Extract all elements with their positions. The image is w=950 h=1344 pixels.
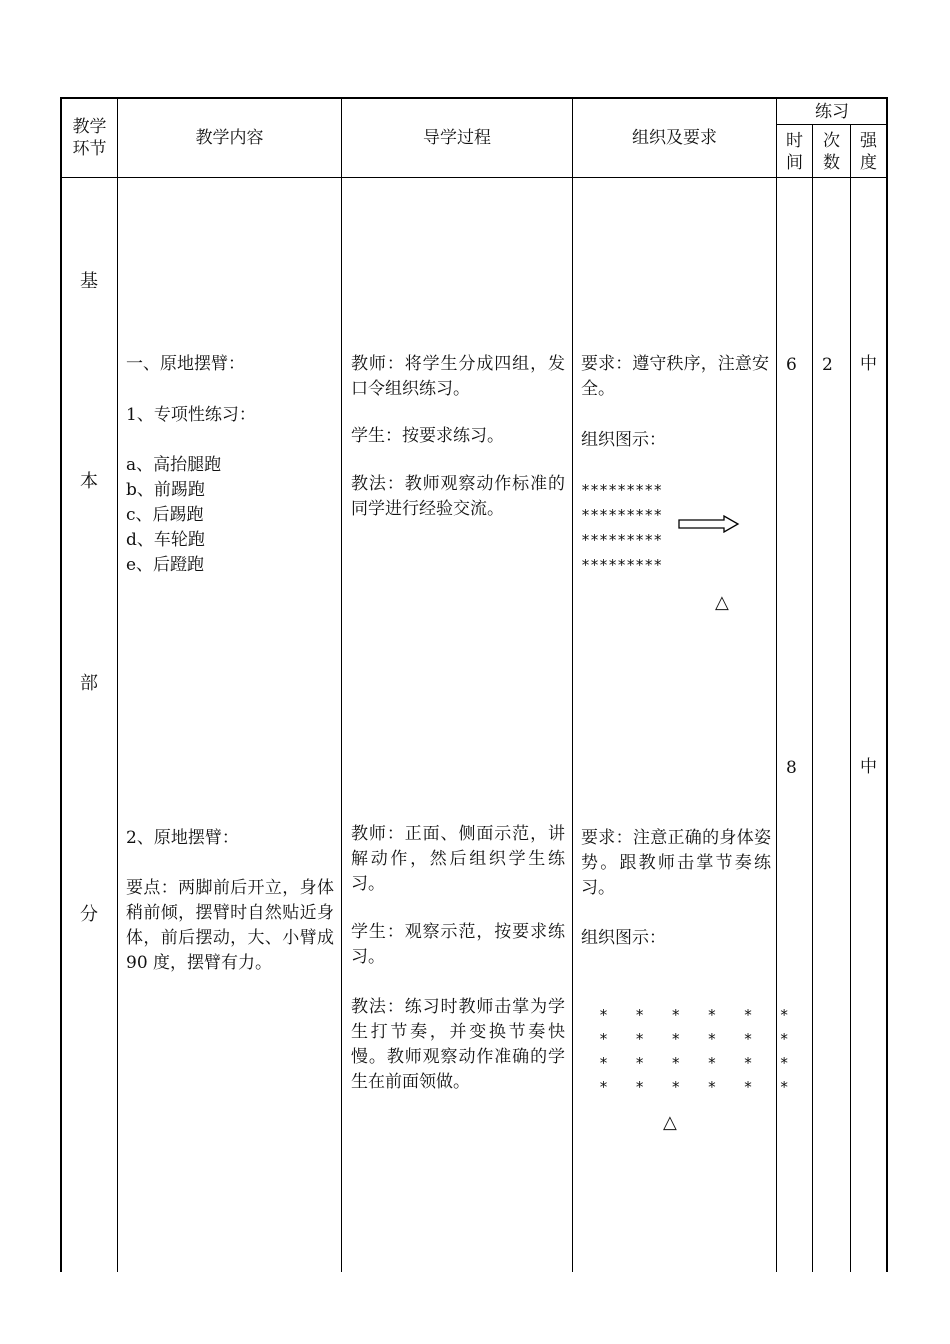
teacher-triangle-icon-2: △ — [663, 1112, 677, 1133]
content-points: 要点：两脚前后开立，身体稍前倾，摆臂时自然贴近身体，前后摆动，大、小臂成 90 度，摆臂有力。 — [126, 878, 334, 973]
practice-count-1: 2 — [822, 355, 833, 375]
org-star-row-2: ********* — [581, 506, 663, 524]
header-time — [777, 130, 812, 174]
header-time-line1: 时 — [786, 131, 803, 151]
content-item-a: a、高抬腿跑 — [126, 455, 222, 475]
section-char-1: 基 — [80, 271, 98, 292]
org-grid-row-2: * * * * * * — [599, 1030, 789, 1048]
header-count-line2: 数 — [823, 153, 840, 173]
header-bottom-border — [60, 177, 888, 178]
org-grid-row-1: * * * * * * — [599, 1006, 789, 1024]
content-title-2: 2、原地摆臂： — [126, 828, 239, 848]
org-diagram-label-1: 组织图示： — [581, 430, 666, 450]
header-segment-line1: 教学 — [72, 117, 107, 137]
guide-teacher-2: 教师：正面、侧面示范，讲解动作，然后组织学生练习。 — [351, 824, 565, 894]
org-diagram-label-2: 组织图示： — [581, 928, 666, 948]
org-star-row-3: ********* — [581, 531, 663, 549]
col-divider-6 — [850, 124, 851, 1272]
header-intensity-line1: 强 — [860, 131, 877, 151]
content-item-b: b、前踢跑 — [126, 480, 205, 500]
guide-student-2: 学生：观察示范，按要求练习。 — [351, 922, 565, 967]
teacher-triangle-icon-1: △ — [715, 592, 729, 613]
content-title-1: 一、原地摆臂： — [126, 354, 245, 374]
header-segment — [62, 116, 117, 160]
practice-intensity-2: 中 — [860, 757, 877, 777]
header-intensity-line2: 度 — [860, 153, 877, 173]
content-item-d: d、车轮跑 — [126, 530, 205, 550]
header-practice: 练习 — [815, 102, 849, 122]
header-guide: 导学过程 — [423, 128, 491, 148]
org-star-row-4: ********* — [581, 556, 663, 574]
guide-method-2: 教法：练习时教师击掌为学生打节奏，并变换节奏快慢。教师观察动作准确的学生在前面领做。 — [351, 997, 565, 1092]
header-intensity — [851, 130, 886, 174]
guide-teacher-1: 教师：将学生分成四组，发口令组织练习。 — [351, 354, 565, 399]
header-time-line2: 间 — [786, 153, 803, 173]
org-grid-row-3: * * * * * * — [599, 1054, 789, 1072]
col-divider-2 — [341, 97, 342, 1272]
section-char-2: 本 — [80, 471, 98, 492]
table-right-border — [886, 97, 888, 1272]
org-requirement-1: 要求：遵守秩序，注意安全。 — [581, 354, 769, 399]
practice-time-1: 6 — [786, 355, 797, 375]
header-content: 教学内容 — [195, 128, 264, 148]
content-item-e: e、后蹬跑 — [126, 555, 205, 575]
practice-intensity-1: 中 — [860, 354, 877, 374]
practice-sub-border — [776, 124, 888, 125]
table-top-border — [60, 97, 888, 99]
header-segment-line2: 环节 — [72, 139, 107, 159]
org-requirement-2: 要求：注意正确的身体姿势。跟教师击掌节奏练习。 — [581, 828, 771, 898]
guide-method-1: 教法：教师观察动作标准的同学进行经验交流。 — [351, 474, 565, 519]
content-sub-1: 1、专项性练习： — [126, 405, 256, 425]
content-item-c: c、后踢跑 — [126, 505, 204, 525]
practice-time-2: 8 — [786, 758, 797, 778]
right-arrow-icon — [678, 515, 740, 533]
org-star-row-1: ********* — [581, 481, 663, 499]
org-grid-row-4: * * * * * * — [599, 1078, 789, 1096]
header-org: 组织及要求 — [632, 128, 717, 148]
col-divider-5 — [812, 124, 813, 1272]
header-count — [813, 130, 850, 174]
guide-student-1: 学生：按要求练习。 — [351, 426, 504, 446]
col-divider-3 — [572, 97, 573, 1272]
header-count-line1: 次 — [823, 131, 840, 151]
section-char-3: 部 — [80, 673, 98, 694]
section-char-4: 分 — [80, 904, 98, 925]
